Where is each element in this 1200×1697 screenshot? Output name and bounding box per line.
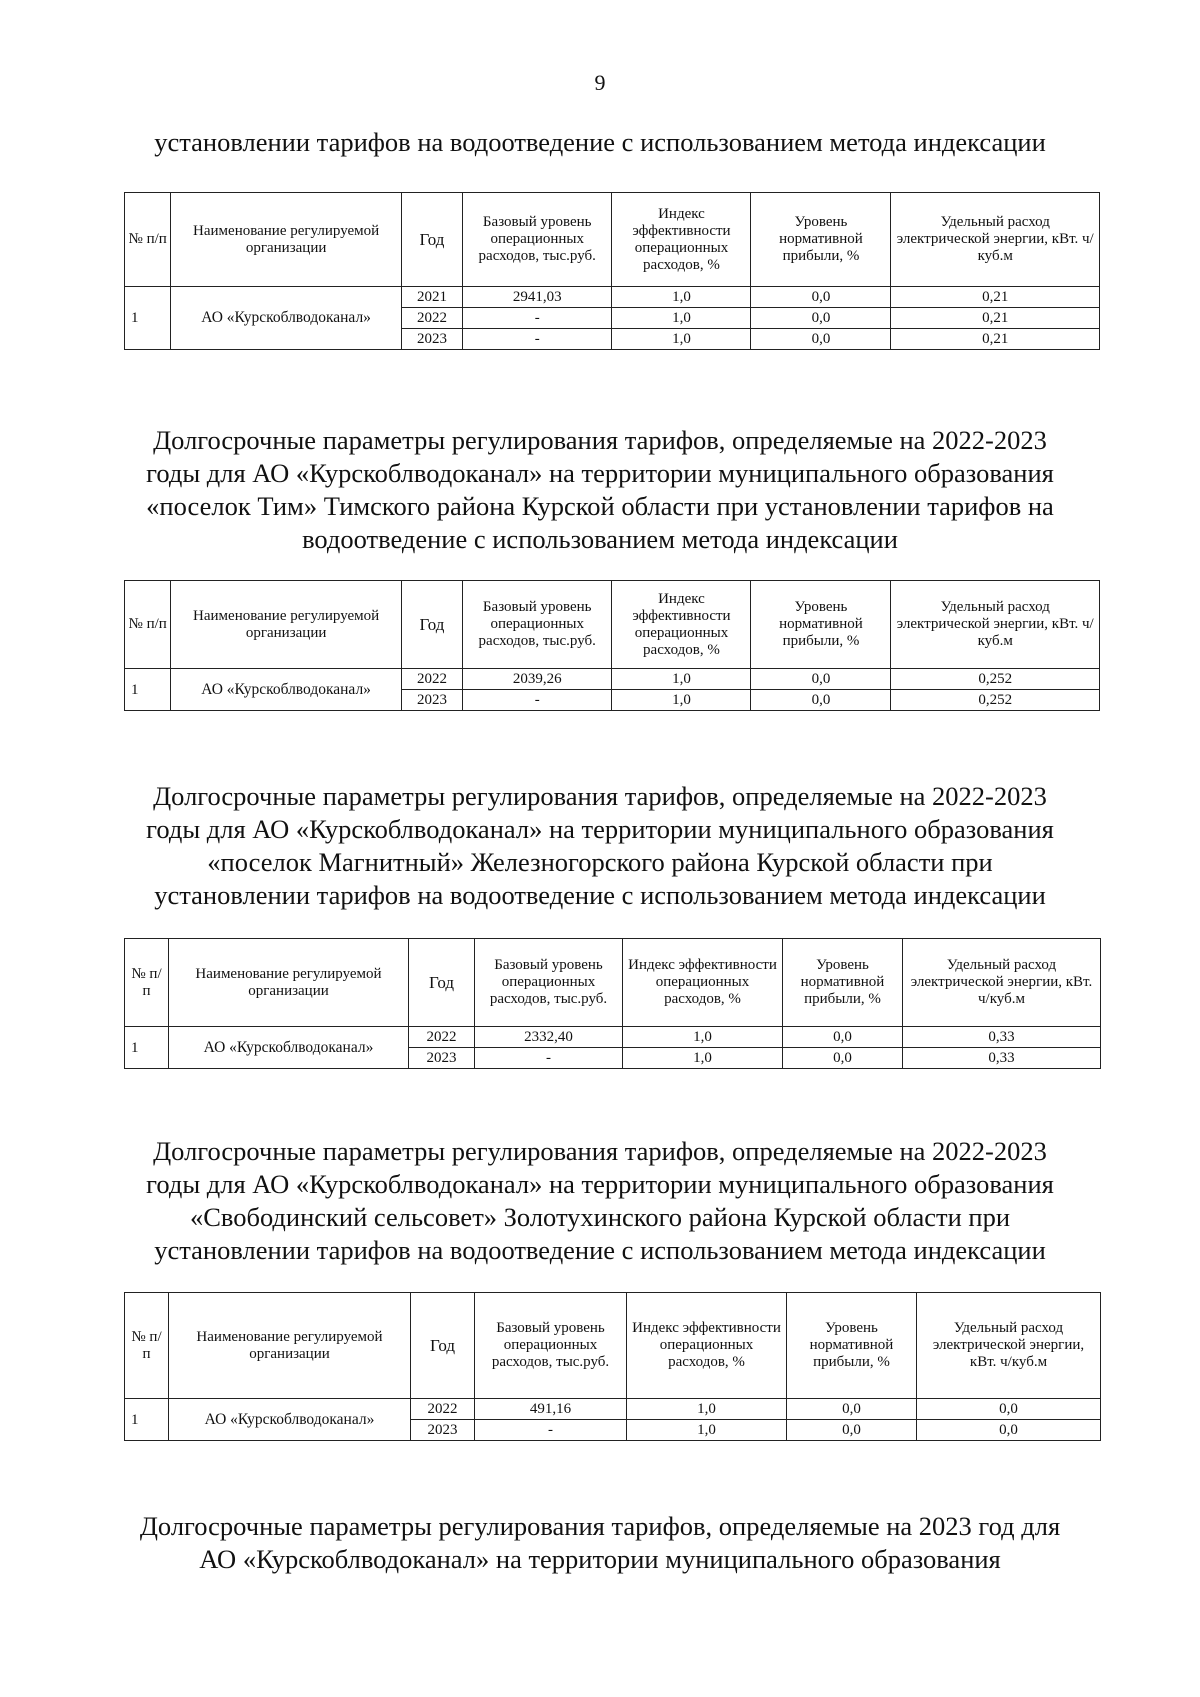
row-number: 1 — [125, 1027, 169, 1069]
base-cost-cell: - — [475, 1420, 627, 1441]
table-row — [125, 1027, 1101, 1048]
org-name: АО «Курскоблводоканал» — [169, 1399, 411, 1441]
heading-line: «Свободинский сельсовет» Золотухинского района Курской области при — [189, 1202, 1011, 1232]
header-org: Наименование регулируемой организации — [169, 1293, 411, 1399]
header-num: № п/п — [125, 939, 169, 1027]
base-cost-cell: 491,16 — [475, 1399, 627, 1420]
profit-level-cell: 0,0 — [783, 1048, 903, 1069]
profit-level-cell: 0,0 — [787, 1399, 917, 1420]
heading-line: Долгосрочные параметры регулирования тарифов, определяемые на 2022-2023 — [153, 1136, 1047, 1166]
efficiency-index-cell: 1,0 — [612, 329, 751, 350]
heading-line: «поселок Тим» Тимского района Курской области при установлении тарифов на — [146, 491, 1054, 521]
header-org: Наименование регулируемой организации — [171, 193, 402, 287]
efficiency-index-cell: 1,0 — [612, 690, 751, 711]
header-profit-level: Уровень нормативной прибыли, % — [783, 939, 903, 1027]
base-cost-cell: - — [475, 1048, 623, 1069]
heading-line: установлении тарифов на водоотведение с использованием метода индексации — [154, 127, 1046, 157]
org-name: АО «Курскоблводоканал» — [169, 1027, 409, 1069]
header-efficiency-index: Индекс эффективности операционных расходов, % — [623, 939, 783, 1027]
row-number: 1 — [125, 1399, 169, 1441]
header-num: № п/п — [125, 581, 171, 669]
profit-level-cell: 0,0 — [751, 308, 891, 329]
org-name: АО «Курскоблводоканал» — [171, 287, 402, 350]
year-cell: 2022 — [411, 1399, 475, 1420]
profit-level-cell: 0,0 — [787, 1420, 917, 1441]
heading-line: Долгосрочные параметры регулирования тарифов, определяемые на 2023 год для — [139, 1511, 1061, 1541]
page-number: 9 — [594, 70, 606, 95]
header-profit-level: Уровень нормативной прибыли, % — [751, 193, 891, 287]
section-heading — [100, 1510, 1100, 1576]
header-year: Год — [401, 581, 462, 669]
tariff-table — [124, 1292, 1101, 1441]
profit-level-cell: 0,0 — [783, 1027, 903, 1048]
header-profit-level: Уровень нормативной прибыли, % — [787, 1293, 917, 1399]
heading-line: АО «Курскоблводоканал» на территории муниципального образования — [199, 1544, 1001, 1574]
efficiency-index-cell: 1,0 — [612, 287, 751, 308]
row-number: 1 — [125, 287, 171, 350]
year-cell: 2021 — [401, 287, 462, 308]
header-year: Год — [411, 1293, 475, 1399]
section-heading — [100, 126, 1100, 159]
header-year: Год — [401, 193, 462, 287]
table-row — [125, 287, 1100, 308]
base-cost-cell: 2039,26 — [462, 669, 612, 690]
profit-level-cell: 0,0 — [751, 669, 891, 690]
tariff-table — [124, 938, 1101, 1069]
heading-line: годы для АО «Курскоблводоканал» на территории муниципального образования — [146, 814, 1054, 844]
header-base-cost: Базовый уровень операционных расходов, тыс.руб. — [475, 939, 623, 1027]
heading-line: Долгосрочные параметры регулирования тарифов, определяемые на 2022-2023 — [153, 781, 1047, 811]
header-energy-rate: Удельный расход электрической энергии, кВт. ч/куб.м — [891, 193, 1100, 287]
header-efficiency-index: Индекс эффективности операционных расходов, % — [612, 193, 751, 287]
year-cell: 2023 — [409, 1048, 475, 1069]
header-num: № п/п — [125, 1293, 169, 1399]
section-heading — [100, 1135, 1100, 1267]
heading-line: установлении тарифов на водоотведение с использованием метода индексации — [154, 1235, 1046, 1265]
header-energy-rate: Удельный расход электрической энергии, кВт. ч/куб.м — [903, 939, 1101, 1027]
year-cell: 2022 — [401, 669, 462, 690]
profit-level-cell: 0,0 — [751, 329, 891, 350]
table-row — [125, 1399, 1101, 1420]
base-cost-cell: 2332,40 — [475, 1027, 623, 1048]
header-efficiency-index: Индекс эффективности операционных расходов, % — [627, 1293, 787, 1399]
header-year: Год — [409, 939, 475, 1027]
header-base-cost: Базовый уровень операционных расходов, тыс.руб. — [462, 193, 612, 287]
year-cell: 2022 — [409, 1027, 475, 1048]
tariff-table — [124, 580, 1100, 711]
heading-line: водоотведение с использованием метода индексации — [302, 524, 898, 554]
efficiency-index-cell: 1,0 — [612, 669, 751, 690]
section-heading — [100, 424, 1100, 556]
heading-line: установлении тарифов на водоотведение с использованием метода индексации — [154, 880, 1046, 910]
base-cost-cell: - — [462, 690, 612, 711]
energy-rate-cell: 0,252 — [891, 690, 1100, 711]
efficiency-index-cell: 1,0 — [627, 1420, 787, 1441]
heading-line: годы для АО «Курскоблводоканал» на территории муниципального образования — [146, 1169, 1054, 1199]
section-heading — [100, 780, 1100, 912]
efficiency-index-cell: 1,0 — [627, 1399, 787, 1420]
heading-line: годы для АО «Курскоблводоканал» на территории муниципального образования — [146, 458, 1054, 488]
energy-rate-cell: 0,0 — [917, 1420, 1101, 1441]
base-cost-cell: - — [462, 329, 612, 350]
org-name: АО «Курскоблводоканал» — [171, 669, 402, 711]
efficiency-index-cell: 1,0 — [623, 1048, 783, 1069]
energy-rate-cell: 0,21 — [891, 287, 1100, 308]
header-num: № п/п — [125, 193, 171, 287]
energy-rate-cell: 0,0 — [917, 1399, 1101, 1420]
energy-rate-cell: 0,21 — [891, 329, 1100, 350]
year-cell: 2023 — [401, 329, 462, 350]
efficiency-index-cell: 1,0 — [623, 1027, 783, 1048]
header-base-cost: Базовый уровень операционных расходов, тыс.руб. — [462, 581, 612, 669]
profit-level-cell: 0,0 — [751, 287, 891, 308]
header-profit-level: Уровень нормативной прибыли, % — [751, 581, 891, 669]
energy-rate-cell: 0,33 — [903, 1027, 1101, 1048]
header-org: Наименование регулируемой организации — [171, 581, 402, 669]
year-cell: 2023 — [401, 690, 462, 711]
heading-line: Долгосрочные параметры регулирования тарифов, определяемые на 2022-2023 — [153, 425, 1047, 455]
profit-level-cell: 0,0 — [751, 690, 891, 711]
header-energy-rate: Удельный расход электрической энергии, кВт. ч/куб.м — [917, 1293, 1101, 1399]
energy-rate-cell: 0,21 — [891, 308, 1100, 329]
base-cost-cell: - — [462, 308, 612, 329]
tariff-table — [124, 192, 1100, 350]
energy-rate-cell: 0,33 — [903, 1048, 1101, 1069]
energy-rate-cell: 0,252 — [891, 669, 1100, 690]
year-cell: 2023 — [411, 1420, 475, 1441]
header-base-cost: Базовый уровень операционных расходов, тыс.руб. — [475, 1293, 627, 1399]
header-org: Наименование регулируемой организации — [169, 939, 409, 1027]
table-row — [125, 669, 1100, 690]
year-cell: 2022 — [401, 308, 462, 329]
heading-line: «поселок Магнитный» Железногорского района Курской области при — [207, 847, 993, 877]
header-efficiency-index: Индекс эффективности операционных расходов, % — [612, 581, 751, 669]
header-energy-rate: Удельный расход электрической энергии, кВт. ч/куб.м — [891, 581, 1100, 669]
base-cost-cell: 2941,03 — [462, 287, 612, 308]
efficiency-index-cell: 1,0 — [612, 308, 751, 329]
row-number: 1 — [125, 669, 171, 711]
